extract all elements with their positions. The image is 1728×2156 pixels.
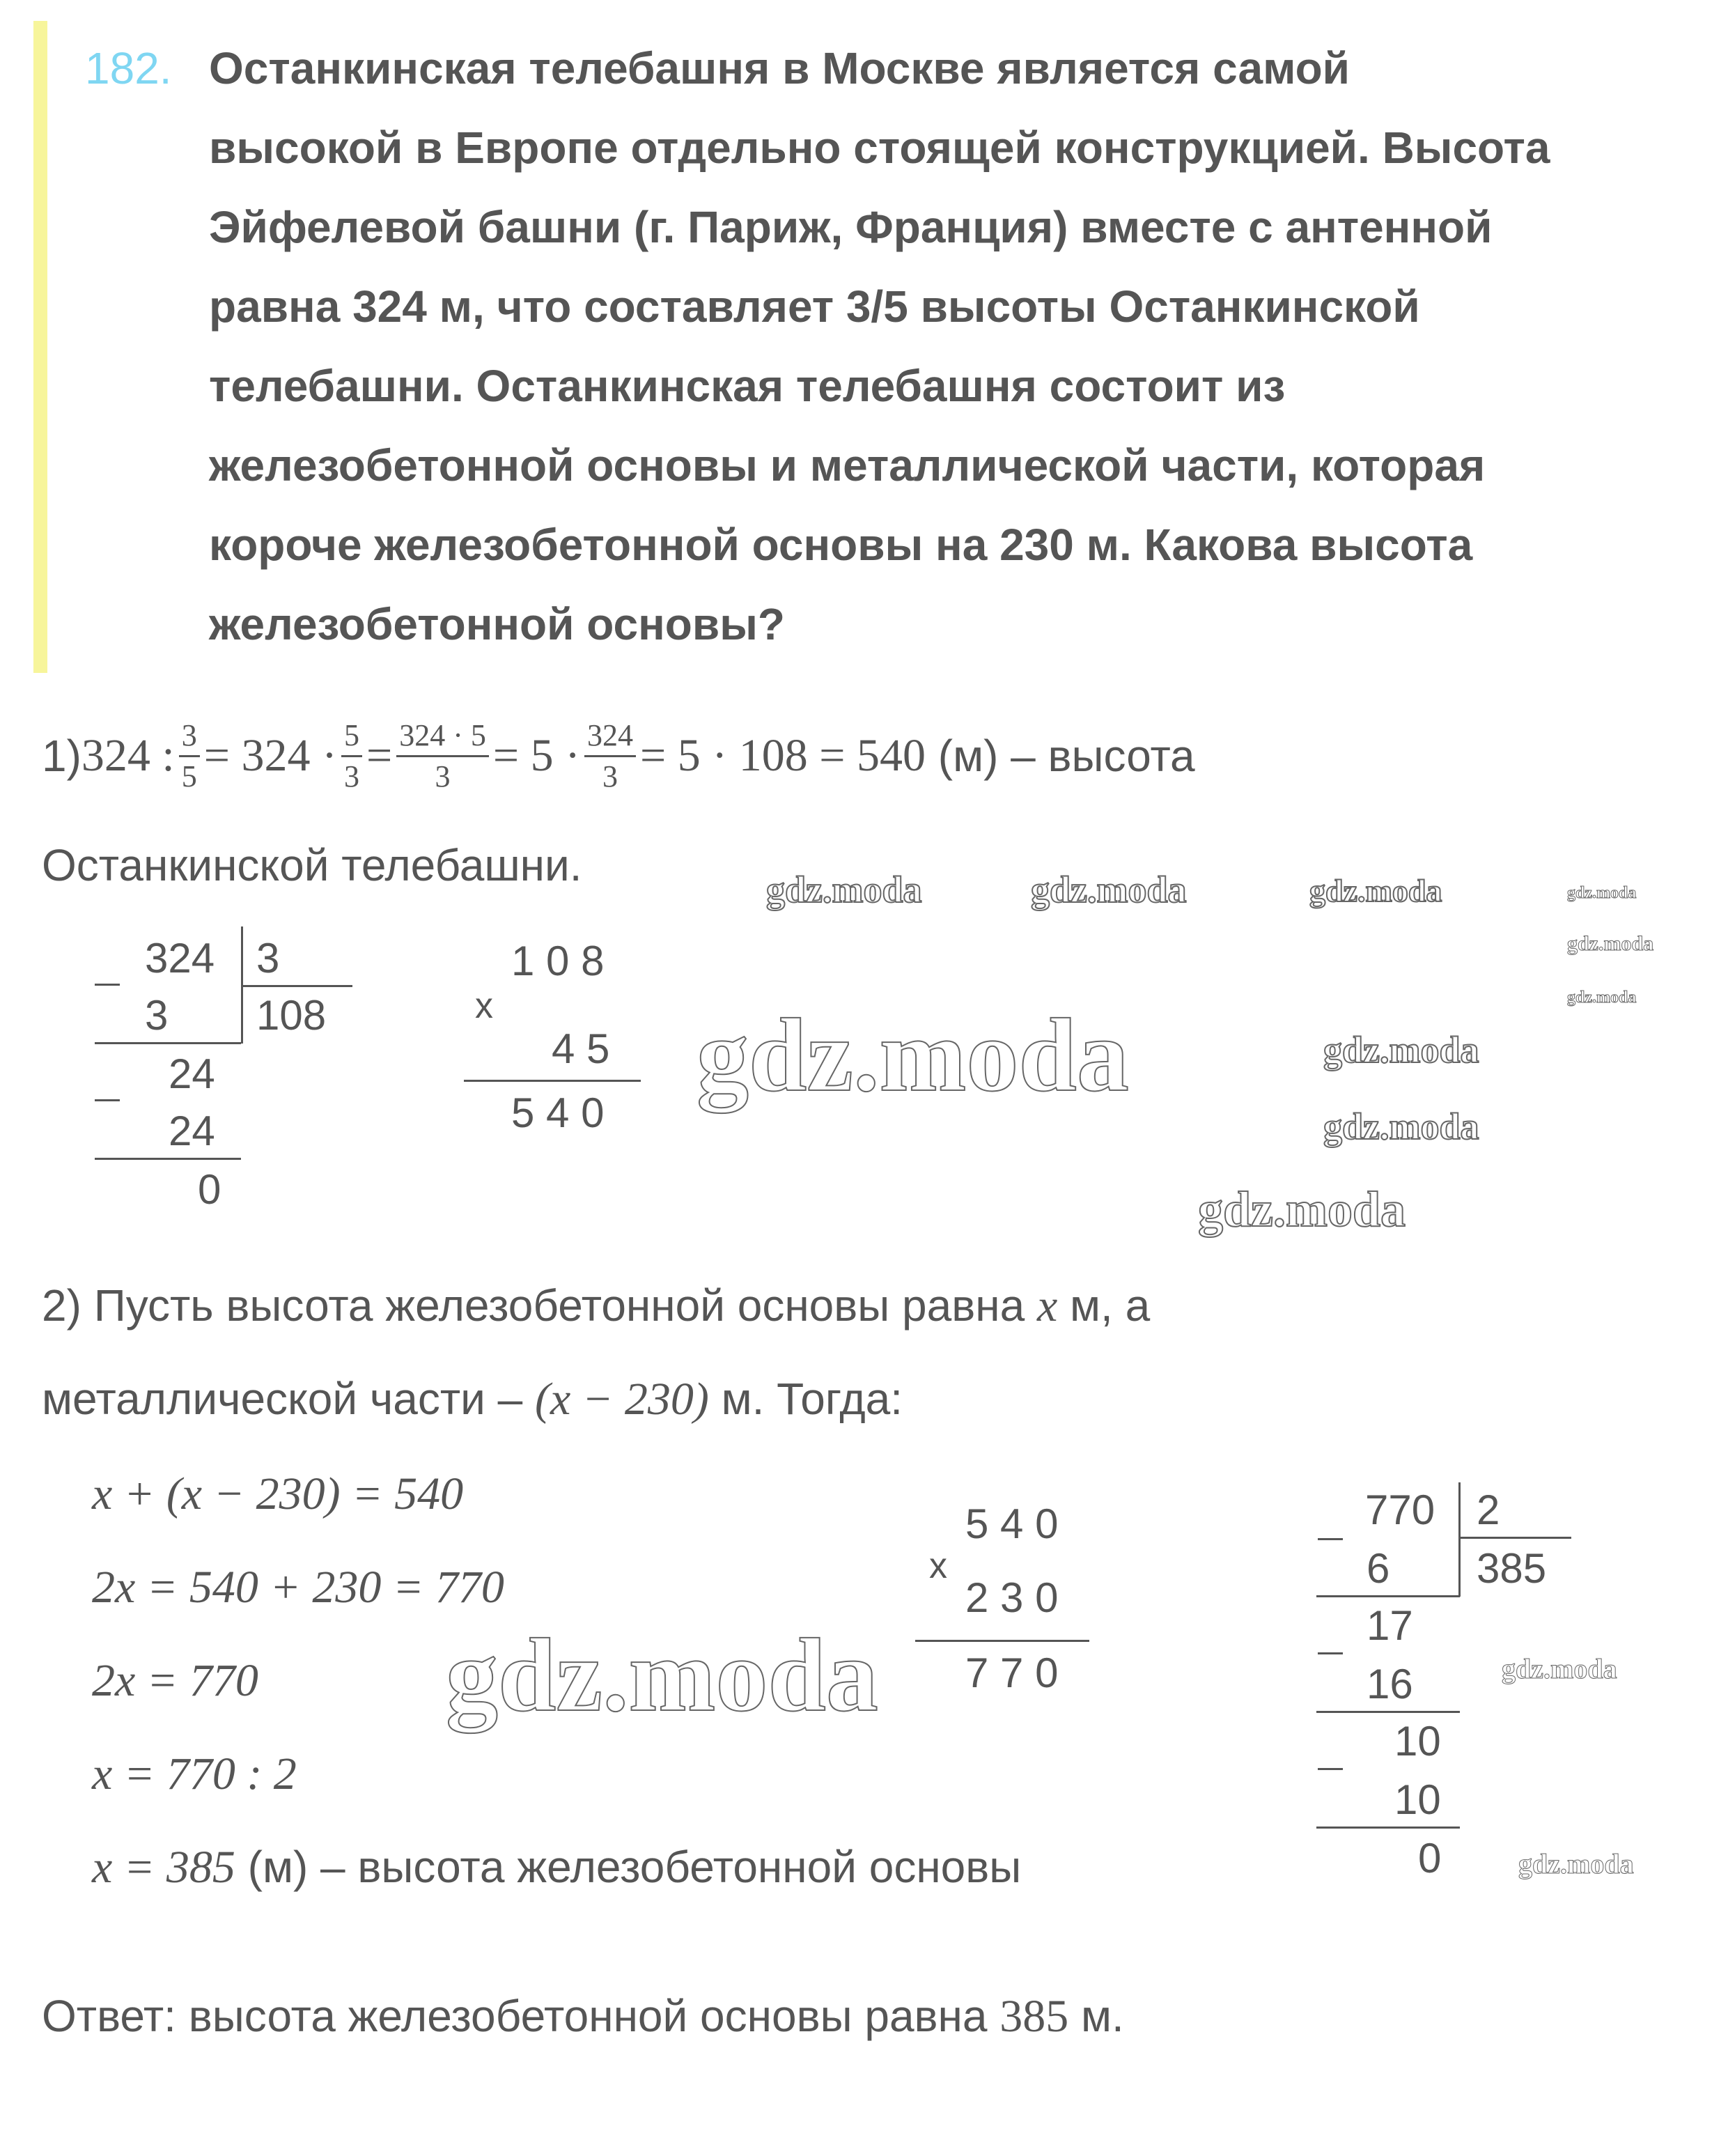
answer-value: 385	[999, 1991, 1069, 2042]
division-row: 0	[198, 1166, 221, 1213]
watermark: gdz.moda	[1323, 1029, 1479, 1071]
denominator: 5	[181, 759, 197, 793]
math-expr: x = 385	[92, 1842, 235, 1893]
equation: 2x = 540 + 230 = 770	[92, 1562, 504, 1613]
watermark: gdz.moda	[446, 1618, 878, 1733]
step-label: 1)	[42, 731, 81, 781]
rule-line	[915, 1640, 1089, 1642]
watermark: gdz.moda	[696, 998, 1129, 1113]
divisor: 3	[256, 935, 280, 982]
step2-line2	[42, 1374, 903, 1425]
problem-line: высокой в Европе отдельно стоящей конструкцией. Высота	[209, 123, 1550, 173]
math-expr: (x − 230)	[535, 1374, 709, 1425]
division-row: 10	[1394, 1718, 1441, 1765]
rule-line	[1318, 1768, 1343, 1770]
problem-line: короче железобетонной основы на 230 м. Какова высота	[209, 520, 1473, 570]
multiply-sign: x	[475, 986, 493, 1026]
watermark: gdz.moda	[1502, 1653, 1617, 1684]
fraction	[584, 720, 636, 792]
math-text: = 5 · 108 = 540	[640, 730, 926, 781]
unit-text: (м) – высота	[925, 731, 1195, 781]
text: 2) Пусть высота железобетонной основы равна	[42, 1280, 1037, 1331]
rule-line	[95, 1099, 120, 1101]
division-row: 10	[1394, 1776, 1441, 1823]
fraction	[396, 720, 489, 792]
numerator: 324 · 5	[396, 720, 489, 757]
division-row: 24	[169, 1108, 215, 1154]
division-row: 3	[145, 992, 169, 1039]
multiplicand: 1 0 8	[511, 938, 605, 984]
problem-line: железобетонной основы и металлической части, которая	[209, 440, 1486, 490]
rule-line	[1316, 1595, 1460, 1597]
division-row: 0	[1418, 1835, 1442, 1882]
step2-line1	[42, 1280, 1151, 1331]
text: (м) – высота железобетонной основы	[235, 1842, 1022, 1892]
problem-line: Останкинская телебашня в Москве является самой	[209, 43, 1350, 93]
numerator: 3	[179, 720, 200, 757]
highlight-bar	[33, 21, 47, 673]
answer	[42, 1991, 1124, 2042]
math-text: = 5 ·	[492, 730, 581, 781]
rule-line	[1316, 1711, 1460, 1713]
rule-line	[241, 985, 352, 987]
rule-line	[1458, 1537, 1571, 1539]
quotient: 385	[1477, 1545, 1547, 1592]
rule-line	[95, 1042, 241, 1044]
text: м, а	[1057, 1280, 1151, 1331]
watermark: gdz.moda	[1323, 1106, 1479, 1147]
rule-line	[464, 1080, 641, 1082]
product: 5 4 0	[511, 1089, 605, 1136]
watermark: gdz.moda	[1031, 869, 1187, 910]
math-text: = 324 ·	[203, 730, 337, 781]
text: металлической части –	[42, 1374, 536, 1424]
rule-line	[1316, 1827, 1460, 1829]
dividend: 770	[1365, 1487, 1435, 1533]
numerator: 324	[584, 720, 636, 757]
math-text: =	[366, 730, 393, 781]
text: м. Тогда:	[708, 1374, 903, 1424]
numerator: 5	[341, 720, 362, 757]
problem-line: Эйфелевой башни (г. Париж, Франция) вместе с антенной	[209, 202, 1493, 252]
denominator: 3	[602, 759, 618, 793]
math-var: x	[1036, 1280, 1058, 1331]
multiplier: 4 5	[552, 1025, 610, 1072]
division-row: 24	[169, 1050, 215, 1097]
watermark: gdz.moda	[1567, 988, 1637, 1007]
problem-line: равна 324 м, что составляет 3/5 высоты Останкинской	[209, 281, 1420, 332]
division-row: 6	[1367, 1545, 1390, 1592]
division-row: 17	[1367, 1602, 1413, 1649]
rule-line	[1318, 1652, 1343, 1654]
denominator: 3	[343, 759, 359, 793]
step1-line2: Останкинской телебашни.	[42, 840, 582, 890]
divisor: 2	[1477, 1487, 1500, 1533]
problem-line: железобетонной основы?	[209, 599, 785, 649]
final-equation	[92, 1842, 1022, 1893]
rule-line	[95, 984, 120, 986]
multiplier: 2 3 0	[965, 1574, 1059, 1621]
math-text: 324 :	[81, 730, 175, 781]
problem-number: 182.	[85, 43, 172, 93]
watermark: gdz.moda	[1567, 884, 1637, 902]
division-row: 16	[1367, 1661, 1413, 1707]
equation: x + (x − 230) = 540	[92, 1468, 464, 1519]
watermark: gdz.moda	[1518, 1848, 1634, 1879]
problem-line: телебашни. Останкинская телебашня состоит из	[209, 361, 1286, 411]
step1-equation	[42, 718, 1195, 794]
answer-unit: м.	[1068, 1991, 1124, 2041]
rule-line	[1318, 1538, 1343, 1540]
watermark: gdz.moda	[766, 869, 922, 910]
quotient: 108	[256, 992, 327, 1039]
denominator: 3	[435, 759, 451, 793]
watermark: gdz.moda	[1198, 1181, 1406, 1237]
fraction	[341, 720, 362, 792]
multiply-sign: x	[929, 1546, 947, 1586]
rule-line	[95, 1158, 241, 1160]
rule-line	[1458, 1482, 1461, 1597]
equation: x = 770 : 2	[92, 1748, 297, 1799]
multiplicand: 5 4 0	[965, 1500, 1059, 1547]
equation: 2x = 770	[92, 1655, 258, 1706]
watermark: gdz.moda	[1567, 932, 1654, 955]
answer-text: Ответ: высота железобетонной основы равна	[42, 1991, 1000, 2041]
dividend: 324	[145, 935, 215, 982]
fraction	[179, 720, 200, 792]
product: 7 7 0	[965, 1650, 1059, 1696]
watermark: gdz.moda	[1309, 873, 1442, 908]
